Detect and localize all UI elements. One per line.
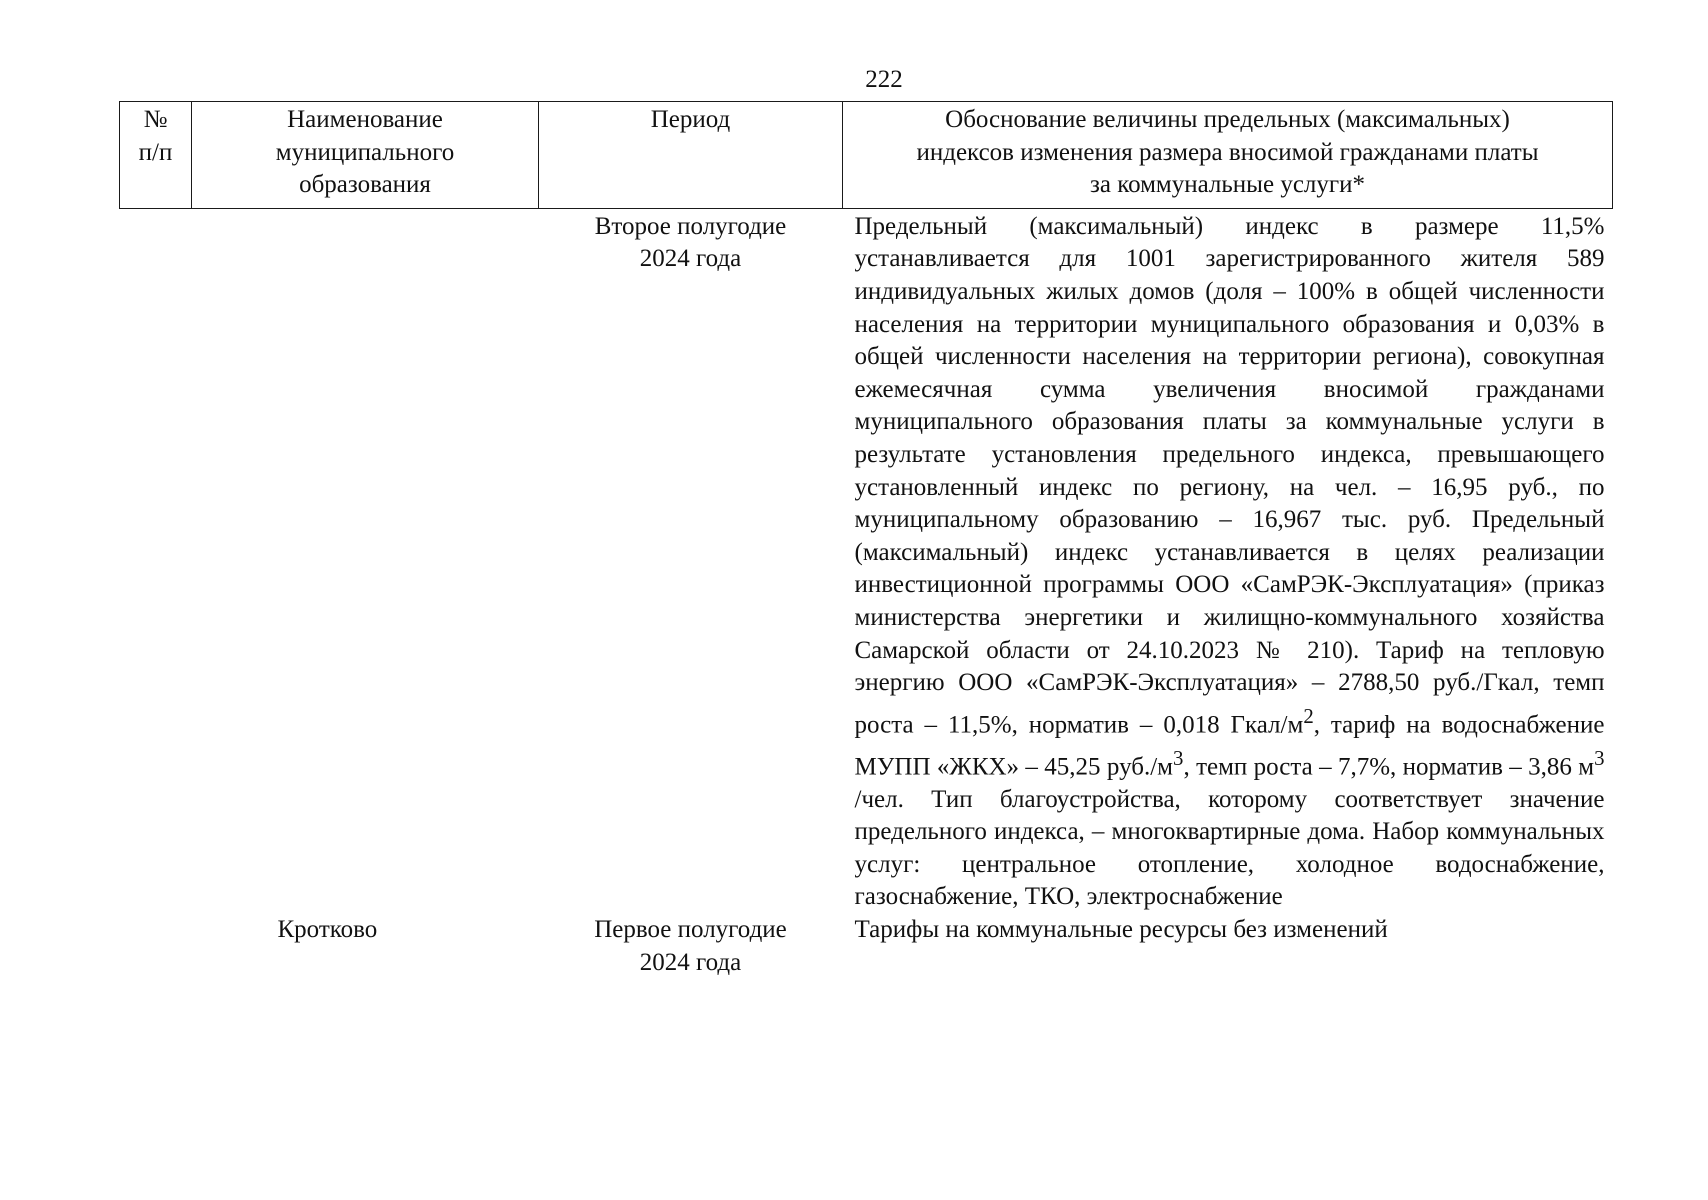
- cell-period: Второе полугодие 2024 года: [594, 212, 787, 273]
- header-municipality-name: Наименование муниципального образования: [192, 102, 539, 209]
- cell-number: [120, 211, 192, 914]
- table-row: [120, 914, 1613, 979]
- cell-number: [120, 914, 192, 979]
- page-number: 222: [865, 66, 903, 93]
- header-period: Период: [539, 102, 843, 209]
- cell-municipality-name: Кротково: [277, 915, 378, 943]
- cell-justification: Предельный (максимальный) индекс в размере 11,5% устанавливается для 1001 зарегистрированного жителя 589 индивидуальных жилых домов (доля – 100% в общей численности населения на территории муниципального образования и 0,03% в общей численности населения на территории региона), совокупная ежемесячная сумма увеличения вносимой гражданами муниципального образования платы за коммунальные услуги в результате установления предельного индекса, превышающего установленный индекс по региону, на чел. – 16,95 руб., по муниципальному образованию – 16,967 тыс. руб. Предельный (максимальный) индекс устанавливается в целях реализации инвестиционной программы ООО «СамРЭК-Эксплуатация» (приказ министерства энергетики и жилищно-коммунального хозяйства Самарской области от 24.10.2023 № 210). Тариф на тепловую энергию ООО «СамРЭК-Эксплуатация» – 2788,50 руб./Гкал, темп роста – 11,5%, норматив – 0,018 Гкал/$м^2$, тариф на водоснабжение МУПП «ЖКХ» – 45,25 $руб./м^3$, темп роста – 7,7%, норматив – 3,86 $м^3$ /чел. Тип благоустройства, которому соответствует значение предельного индекса, – многоквартирные дома. Набор коммунальных услуг: центральное отопление, холодное водоснабжение, газоснабжение, ТКО, электроснабжение: [854, 212, 1605, 911]
- table-row: [120, 211, 1613, 914]
- cell-justification: Тарифы на коммунальные ресурсы без изменений: [854, 915, 1388, 943]
- header-justification: Обоснование величины предельных (максимальных) индексов изменения размера вносимой гражданами платы за коммунальные услуги*: [843, 102, 1613, 209]
- table-header-row: [120, 102, 1613, 209]
- header-number: № п/п: [120, 102, 192, 209]
- cell-period: Первое полугодие 2024 года: [594, 915, 787, 976]
- municipal-index-table: [119, 101, 1613, 979]
- cell-municipality-name: [192, 211, 539, 914]
